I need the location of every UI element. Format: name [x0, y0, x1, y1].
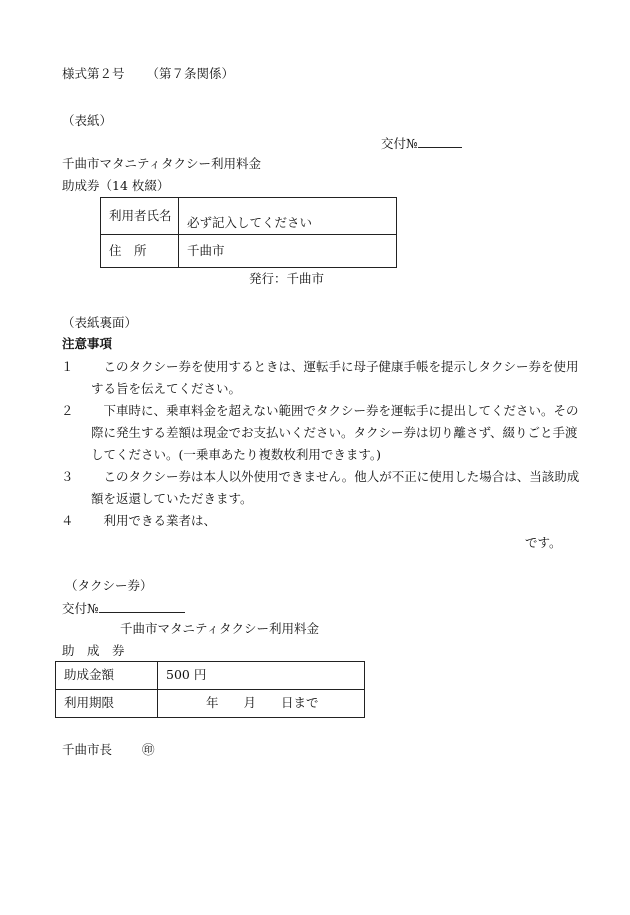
signature [62, 744, 155, 757]
note-text: 下車時に、乗車料金を超えない範囲でタクシー券を運転手に提出してください。その際に発生する差額は現金でお支払いください。タクシー券は切り離さず、綴りごと手渡してください。(一乗車あたり複数枚利用できます。) [91, 403, 579, 462]
note-text: このタクシー券を使用するときは、運転手に母子健康手帳を提示しタクシー券を使用する旨を伝えてください。 [91, 359, 579, 396]
ticket-title: 千曲市マタニティタクシー利用料金 [120, 621, 320, 636]
address-label: 住 所 [101, 235, 179, 268]
form-relation: （第７条関係） [146, 66, 235, 81]
name-label: 利用者氏名 [101, 198, 179, 235]
ticket-table [55, 661, 365, 718]
note-text: 利用できる業者は、 [103, 513, 217, 528]
issuer: 発行：千曲市 [249, 271, 325, 286]
cover-title-line2: 助成券（14 枚綴） [62, 178, 170, 193]
form-number-text: 様式第２号 [62, 66, 125, 81]
note-number: ２ [61, 403, 74, 418]
period-value[interactable]: 年 月 日まで [158, 690, 365, 718]
ticket-subtitle: 助 成 券 [62, 643, 125, 658]
cover-info-table [100, 197, 397, 268]
note-number: ４ [61, 513, 74, 528]
back-heading: （表紙裏面） [62, 315, 138, 330]
seal-icon: ㊞ [142, 742, 155, 757]
amount-row [56, 662, 365, 690]
ticket-issue-no-blank[interactable] [99, 601, 185, 613]
name-value[interactable]: 必ず記入してください [179, 198, 397, 235]
note-item [61, 356, 581, 400]
note-text: このタクシー券は本人以外使用できません。他人が不正に使用した場合は、当該助成額を返還していただきます。 [91, 469, 580, 506]
cover-issue-no [381, 136, 462, 151]
cover-title-line1: 千曲市マタニティタクシー利用料金 [62, 156, 262, 171]
note-number: ３ [61, 469, 74, 484]
ticket-issue-no [62, 601, 185, 616]
ticket-issue-no-label: 交付№ [62, 601, 99, 616]
note-number: １ [61, 359, 74, 374]
ticket-heading: （タクシー券） [65, 578, 153, 593]
cover-issue-no-label: 交付№ [381, 136, 418, 151]
amount-value: 500 円 [158, 662, 365, 690]
cover-heading: （表紙） [62, 113, 113, 128]
name-row [101, 198, 397, 235]
address-value[interactable]: 千曲市 [179, 235, 397, 268]
notes-list [61, 356, 581, 532]
signature-label: 千曲市長 [62, 742, 113, 757]
note-item [61, 466, 581, 510]
notes-end: です。 [525, 535, 562, 550]
address-row [101, 235, 397, 268]
cover-issue-no-blank[interactable] [418, 136, 462, 148]
note-item [61, 400, 581, 466]
notes-title: 注意事項 [62, 336, 113, 351]
note-item [61, 510, 581, 532]
form-number [62, 68, 234, 81]
period-label: 利用期限 [56, 690, 158, 718]
amount-label: 助成金額 [56, 662, 158, 690]
period-row [56, 690, 365, 718]
